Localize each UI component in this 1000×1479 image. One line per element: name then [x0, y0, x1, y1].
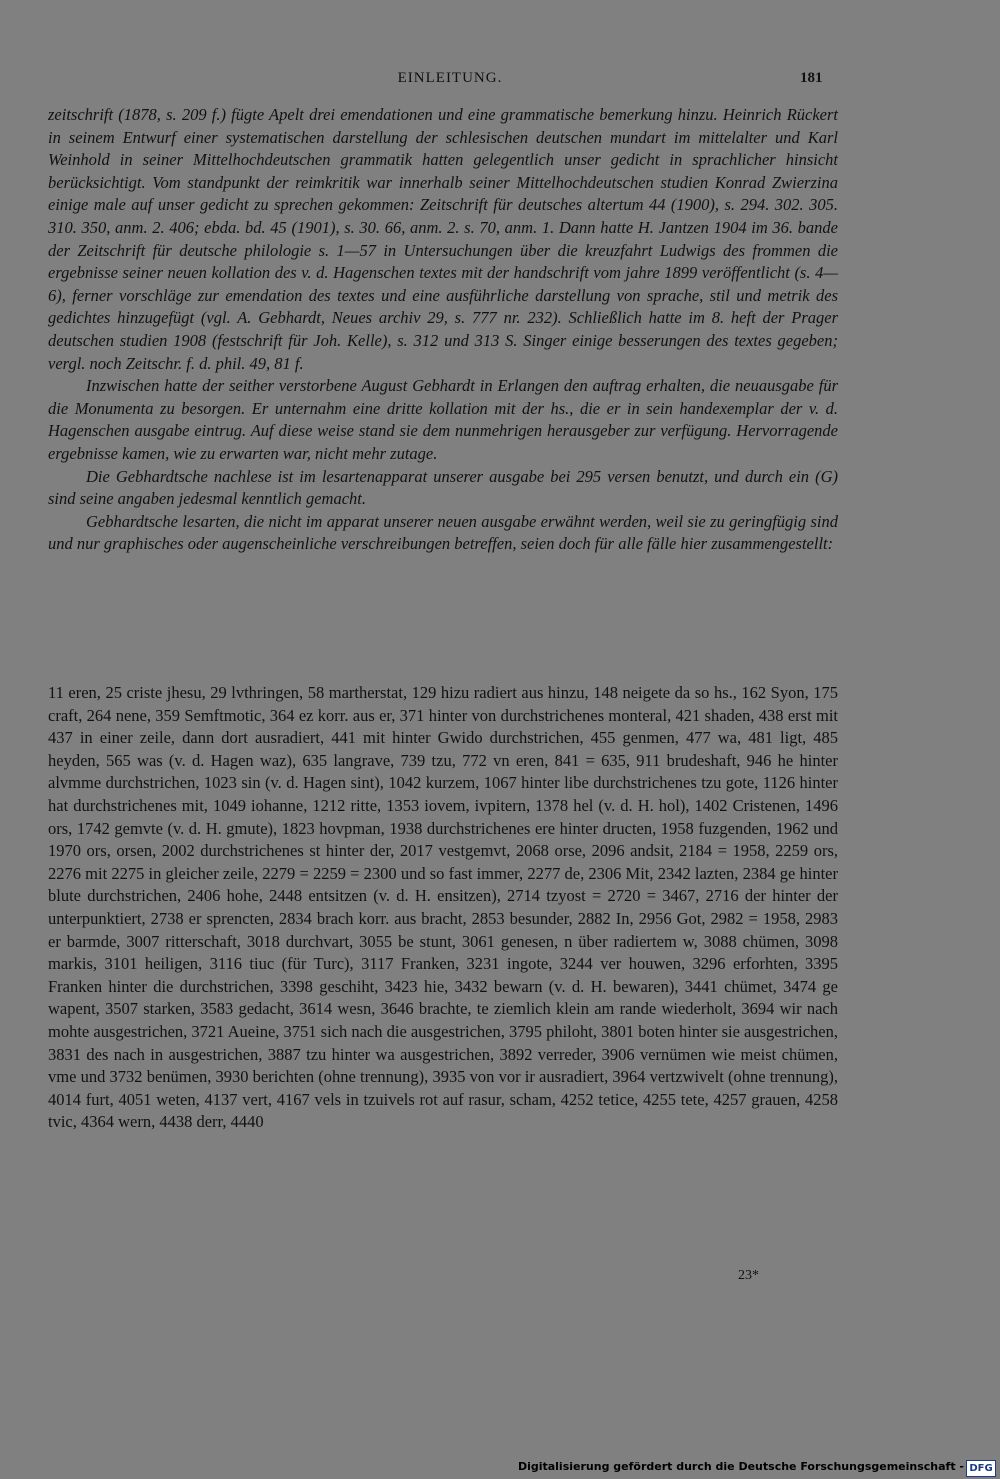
- paragraph: Inzwischen hatte der seither verstorbene August Gebhardt in Erlangen den auftrag erhalten, die neuausgabe für die Monumenta zu besorgen. Er unternahm eine dritte kollation mit der hs., die er in sein handexemplar der v. d. Hagenschen ausgabe eintrug. Auf diese weise stand sie dem nunmehrigen herausgeber zur verfügung. Hervorragende ergebnisse kamen, wie zu erwarten war, nicht mehr zutage.: [48, 376, 838, 463]
- page-number: 181: [800, 70, 823, 86]
- paragraph: zeitschrift (1878, s. 209 f.) fügte Apelt drei emendationen und eine grammatische bemerkung hinzu. Heinrich Rückert in seinem Entwurf einer systematischen darstellung der schlesischen deutschen mundart im mittelalter und Karl Weinhold in seiner Mittelhochdeutschen grammatik hatten gelegentlich unser gedicht in sprachlicher hinsicht berücksichtigt. Vom standpunkt der reimkritik war innerhalb seiner Mittelhochdeutschen studien Konrad Zwierzina einige male auf unser gedicht zu sprechen gekommen: Zeitschrift für deutsches altertum 44 (1900), s. 294. 302. 305. 310. 350, anm. 2. 406; ebda. bd. 45 (1901), s. 30. 66, anm. 2. s. 70, anm. 1. Dann hatte H. Jantzen 1904 im 36. bande der Zeitschrift für deutsche philologie s. 1—57 in Untersuchungen über die kreuzfahrt Ludwigs des frommen die ergebnisse seiner neuen kollation des v. d. Hagenschen textes mit der handschrift vom jahre 1899 veröffentlicht (s. 4—6), ferner vorschläge zur emendation des textes und eine ausführliche darstellung von sprache, stil und metrik des gedichtes hinzugefügt (vgl. A. Gebhardt, Neues archiv 29, s. 777 nr. 232). Schließlich hatte im 8. heft der Prager deutschen studien 1908 (festschrift für Joh. Kelle), s. 312 und 313 S. Singer einige besserungen des textes gegeben; vergl. noch Zeitschr. f. d. phil. 49, 81 f.: [48, 105, 838, 373]
- running-head: EINLEITUNG.: [397, 70, 503, 86]
- page-header: [0, 70, 1000, 94]
- digitization-footer: [0, 1457, 1000, 1479]
- signature-mark: 23*: [738, 1268, 759, 1283]
- paragraph: Gebhardtsche lesarten, die nicht im apparat unserer neuen ausgabe erwähnt werden, weil sie zu geringfügig sind und nur graphisches oder augenscheinliche verschreibungen betreffen, seien doch für alle fälle hier zusammengestellt:: [48, 511, 838, 554]
- paragraph: Die Gebhardtsche nachlese ist im lesartenapparat unserer ausgabe bei 295 versen benutzt, und durch ein (G) sind seine angaben jedesmal kenntlich gemacht.: [48, 466, 838, 509]
- dfg-logo: DFG: [966, 1460, 996, 1477]
- footer-credit: Digitalisierung gefördert durch die Deutsche Forschungsgemeinschaft -: [517, 1460, 964, 1473]
- body-text: [48, 104, 838, 556]
- variant-readings-list: 11 eren, 25 criste jhesu, 29 lvthringen, 58 martherstat, 129 hizu radiert aus hinzu, 148 neigete da so hs., 162 Syon, 175 craft, 264 nene, 359 Semftmotic, 364 ez korr. aus er, 371 hinter von durchstrichenes monteral, 421 shaden, 438 erst mit 437 in einer zeile, dann dort ausradiert, 441 mit hinter Gwido durchstrichen, 455 genmen, 477 wa, 481 ligt, 485 heyden, 565 was (v. d. Hagen waz), 635 langrave, 739 tzu, 772 vn eren, 841 = 635, 911 brudeshaft, 946 he hinter alvmme durchstrichen, 1023 sin (v. d. Hagen sint), 1042 kurzem, 1067 hinter libe durchstrichenes tzu gote, 1126 hinter hat durchstrichenes mit, 1049 iohanne, 1212 ritte, 1353 iovem, ivpitern, 1378 hel (v. d. H. hol), 1402 Cristenen, 1496 ors, 1742 gemvte (v. d. H. gmute), 1823 hovpman, 1938 durchstrichenes ere hinter dructen, 1958 fuzgenden, 1962 und 1970 ors, orsen, 2002 durchstrichenes st hinter der, 2017 vestgemvt, 2068 orse, 2096 andsit, 2184 = 1958, 2259 ors, 2276 mit 2275 in gleicher zeile, 2279 = 2259 = 2300 und so fast immer, 2277 de, 2306 Mit, 2342 lazten, 2384 ge hinter blute durchstrichen, 2406 hohe, 2448 entsitzen (v. d. H. ensitzen), 2714 tzyost = 2720 = 3467, 2716 der hinter der unterpunktiert, 2738 er sprencten, 2834 brach korr. aus bracht, 2853 besunder, 2882 In, 2956 Got, 2982 = 1958, 2983 er barmde, 3007 ritterschaft, 3018 durchvart, 3055 be stunt, 3061 genesen, n über radiertem w, 3088 chümen, 3098 markis, 3101 heiligen, 3116 tiuc (für Turc), 3117 Franken, 3231 ingote, 3244 ver houwen, 3296 erforhten, 3395 Franken hinter die durchstrichen, 3398 geschiht, 3423 hie, 3432 bewarn (v. d. H. bewaren), 3441 chümet, 3474 ge wapent, 3507 starken, 3583 gedacht, 3614 wesn, 3646 brachte, te ziemlich klein am rande wiederholt, 3694 wir nach mohte ausgestrichen, 3721 Aueine, 3751 sich nach die ausgestrichen, 3795 philoht, 3801 boten hinter sie ausgestrichen, 3831 des nach in ausgestrichen, 3887 tzu hinter wa ausgestrichen, 3892 verreder, 3906 vernümen wie meist chümen, vme und 3732 benümen, 3930 berichten (ohne trennung), 3935 von vor ir ausradiert, 3964 vertzwivelt (ohne trennung), 4014 furt, 4051 weten, 4137 vert, 4167 vels in tzuivels rot auf rasur, scham, 4252 tetice, 4255 tete, 4257 grauen, 4258 tvic, 4364 wern, 4438 derr, 4440: [48, 683, 838, 1132]
